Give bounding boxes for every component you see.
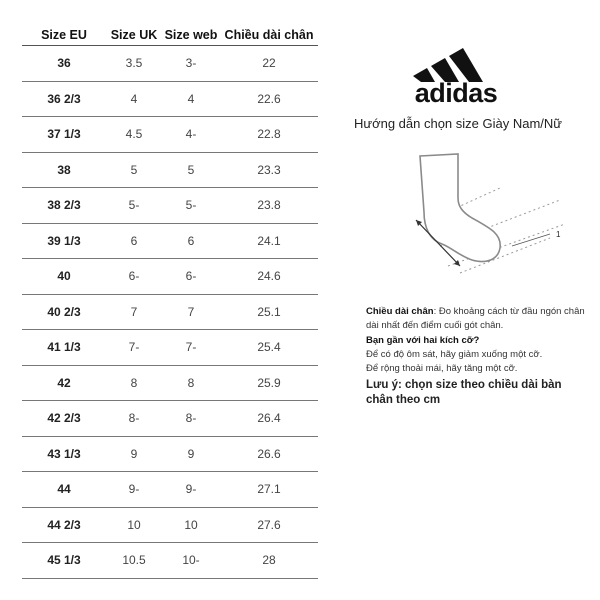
header-size-eu: Size EU [41,28,87,42]
cell-size-eu: 40 [57,269,71,284]
table-row [22,82,318,118]
cell-size-eu: 36 2/3 [47,91,81,106]
cell-size-uk: 8 [130,375,138,390]
cell-size-eu: 40 2/3 [47,304,81,319]
cell-size-uk: 9- [128,482,140,497]
cell-size-uk: 6- [128,269,140,284]
table-row [22,366,318,402]
cell-size-web: 4 [187,91,195,106]
cell-size-uk: 3.5 [125,56,143,71]
cell-size-web: 7 [187,304,195,319]
between-sizes-tips [366,334,596,376]
cell-size-web: 8 [187,375,195,390]
table-row [22,401,318,437]
cell-size-web: 8- [185,411,197,426]
measure-text: : Đo khoảng cách từ đầu ngón chân dài nhất đến điểm cuối gót chân. [366,306,585,331]
between-tip-loose: Để rộng thoải mái, hãy tăng một cỡ. [366,363,518,374]
cell-size-web: 4- [185,127,197,142]
cell-size-eu: 36 [57,56,71,71]
cell-size-eu: 38 2/3 [47,198,81,213]
cell-foot-length: 22 [262,56,276,71]
foot-length-description [366,305,596,333]
cell-size-eu: 43 1/3 [47,446,81,461]
cell-foot-length: 26.4 [257,411,281,426]
cell-size-uk: 4.5 [125,127,143,142]
cell-size-web: 10 [184,517,198,532]
size-note [366,378,586,408]
cell-size-web: 5- [185,198,197,213]
note-label: Lưu ý: [366,379,402,391]
cell-size-web: 6- [185,269,197,284]
size-table [22,25,318,579]
table-row [22,543,318,579]
note-text: chọn size theo chiều dài bàn chân theo cm [366,379,562,406]
cell-foot-length: 28 [262,553,276,568]
cell-size-eu: 44 2/3 [47,517,81,532]
callout-number: 1 [556,230,561,239]
table-row [22,508,318,544]
cell-size-uk: 5 [130,162,138,177]
cell-size-web: 7- [185,340,197,355]
cell-size-eu: 38 [57,162,71,177]
cell-foot-length: 24.1 [257,233,281,248]
cell-foot-length: 25.4 [257,340,281,355]
cell-size-eu: 42 2/3 [47,411,81,426]
cell-size-uk: 10.5 [122,553,146,568]
cell-size-uk: 9 [130,446,138,461]
cell-size-web: 10- [182,553,200,568]
cell-size-web: 3- [185,56,197,71]
table-row [22,153,318,189]
brand-wordmark: adidas [414,78,498,108]
cell-foot-length: 23.8 [257,198,281,213]
table-row [22,472,318,508]
table-row [22,46,318,82]
measure-label: Chiều dài chân [366,306,434,317]
cell-foot-length: 27.6 [257,517,281,532]
table-body [22,46,318,579]
table-header [22,25,318,46]
cell-foot-length: 25.9 [257,375,281,390]
foot-measure-illustration [400,148,580,278]
cell-size-uk: 8- [128,411,140,426]
cell-foot-length: 22.8 [257,127,281,142]
cell-size-web: 5 [187,162,195,177]
cell-size-uk: 7 [130,304,138,319]
header-foot-length: Chiều dài chân [224,28,314,42]
cell-size-eu: 44 [57,482,71,497]
cell-size-web: 6 [187,233,195,248]
cell-size-web: 9- [185,482,197,497]
cell-size-eu: 39 1/3 [47,233,81,248]
between-tip-tight: Để có độ ôm sát, hãy giảm xuống một cỡ. [366,349,543,360]
cell-foot-length: 22.6 [257,91,281,106]
cell-foot-length: 25.1 [257,304,281,319]
cell-size-uk: 4 [130,91,138,106]
cell-foot-length: 27.1 [257,482,281,497]
cell-size-eu: 41 1/3 [47,340,81,355]
cell-size-uk: 10 [127,517,141,532]
cell-size-web: 9 [187,446,195,461]
cell-size-uk: 7- [128,340,140,355]
cell-size-uk: 6 [130,233,138,248]
cell-size-eu: 45 1/3 [47,553,81,568]
table-row [22,188,318,224]
cell-size-eu: 42 [57,375,71,390]
cell-size-eu: 37 1/3 [47,127,81,142]
table-row [22,117,318,153]
table-row [22,330,318,366]
cell-foot-length: 23.3 [257,162,281,177]
table-row [22,224,318,260]
cell-foot-length: 26.6 [257,446,281,461]
table-row [22,259,318,295]
cell-size-uk: 5- [128,198,140,213]
between-heading: Bạn gần với hai kích cỡ? [366,335,480,346]
table-row [22,295,318,331]
guide-title: Hướng dẫn chọn size Giày Nam/Nữ [353,116,562,131]
header-size-web: Size web [164,28,218,42]
table-row [22,437,318,473]
header-size-uk: Size UK [110,28,158,42]
cell-foot-length: 24.6 [257,269,281,284]
